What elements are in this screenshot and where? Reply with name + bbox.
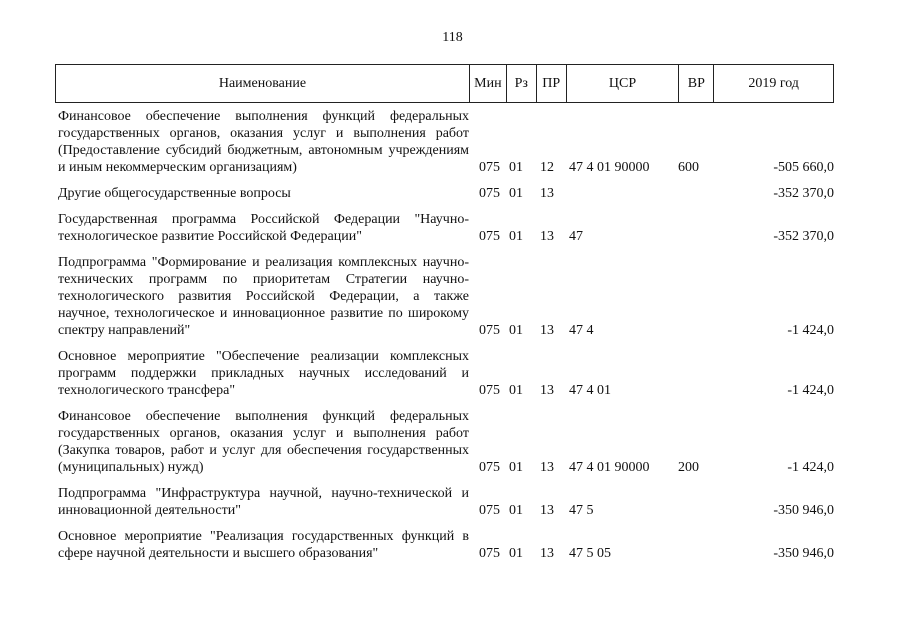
row-name: Основное мероприятие "Обеспечение реализации комплексных программ поддержки прикладных научных исследований и технологического трансфера" — [58, 349, 469, 398]
row-min: 075 — [479, 160, 500, 175]
row-rz: 01 — [509, 460, 523, 475]
row-pr: 13 — [540, 546, 554, 561]
row-rz: 01 — [509, 323, 523, 338]
table-body — [58, 108, 838, 571]
row-pr: 12 — [540, 160, 554, 175]
header-vr: ВР — [679, 65, 714, 102]
table-row — [58, 485, 838, 519]
row-name: Другие общегосударственные вопросы — [58, 186, 291, 201]
row-name: Подпрограмма "Формирование и реализация комплексных научно-технических программ по приоритетам Стратегии научно-технологического развития Российской Федерации, а также научное, технологическое и инновационное развитие по широкому спектру направлений" — [58, 255, 469, 338]
row-csr: 47 4 01 90000 — [569, 160, 650, 175]
row-min: 075 — [479, 460, 500, 475]
row-rz: 01 — [509, 503, 523, 518]
row-name: Финансовое обеспечение выполнения функций федеральных государственных органов, оказания услуг и выполнения работ (Предоставление субсидий бюджетным, автономным учреждениям и иным некоммерческим организациям) — [58, 109, 469, 175]
row-amount: -1 424,0 — [787, 460, 834, 475]
row-amount: -1 424,0 — [787, 383, 834, 398]
row-csr: 47 4 01 — [569, 383, 611, 398]
row-pr: 13 — [540, 186, 554, 201]
table-row — [58, 108, 838, 176]
row-amount: -352 370,0 — [773, 229, 834, 244]
row-pr: 13 — [540, 323, 554, 338]
row-rz: 01 — [509, 383, 523, 398]
header-name: Наименование — [56, 65, 470, 102]
row-amount: -350 946,0 — [773, 546, 834, 561]
row-name: Финансовое обеспечение выполнения функций федеральных государственных органов, оказания услуг и выполнения работ (Закупка товаров, работ и услуг для обеспечения государственных (муниципальных) нужд) — [58, 409, 469, 475]
row-rz: 01 — [509, 160, 523, 175]
table-row — [58, 185, 838, 202]
row-pr: 13 — [540, 503, 554, 518]
table-row — [58, 254, 838, 339]
row-min: 075 — [479, 186, 500, 201]
table-row — [58, 211, 838, 245]
header-pr: ПР — [537, 65, 567, 102]
header-csr: ЦСР — [567, 65, 680, 102]
row-name: Основное мероприятие "Реализация государственных функций в сфере научной деятельности и высшего образования" — [58, 529, 469, 561]
row-csr: 47 4 — [569, 323, 594, 338]
table-row — [58, 348, 838, 399]
row-amount: -352 370,0 — [773, 186, 834, 201]
row-csr: 47 4 01 90000 — [569, 460, 650, 475]
row-amount: -505 660,0 — [773, 160, 834, 175]
row-min: 075 — [479, 383, 500, 398]
header-year: 2019 год — [748, 75, 799, 91]
row-min: 075 — [479, 503, 500, 518]
header-rz: Рз — [507, 65, 537, 102]
row-pr: 13 — [540, 383, 554, 398]
row-vr: 200 — [678, 460, 699, 475]
table-row — [58, 408, 838, 476]
page-number: 118 — [442, 30, 463, 45]
row-pr: 13 — [540, 460, 554, 475]
row-csr: 47 5 05 — [569, 546, 611, 561]
row-amount: -1 424,0 — [787, 323, 834, 338]
row-name: Подпрограмма "Инфраструктура научной, научно-технической и инновационной деятельности" — [58, 486, 469, 518]
row-rz: 01 — [509, 186, 523, 201]
row-min: 075 — [479, 546, 500, 561]
row-name: Государственная программа Российской Федерации "Научно-технологическое развитие Российской Федерации" — [58, 212, 469, 244]
row-vr: 600 — [678, 160, 699, 175]
row-amount: -350 946,0 — [773, 503, 834, 518]
row-pr: 13 — [540, 229, 554, 244]
header-min: Мин — [470, 65, 507, 102]
row-rz: 01 — [509, 229, 523, 244]
row-csr: 47 — [569, 229, 583, 244]
row-min: 075 — [479, 323, 500, 338]
table-header — [55, 64, 834, 103]
row-csr: 47 5 — [569, 503, 594, 518]
row-rz: 01 — [509, 546, 523, 561]
row-min: 075 — [479, 229, 500, 244]
table-row — [58, 528, 838, 562]
